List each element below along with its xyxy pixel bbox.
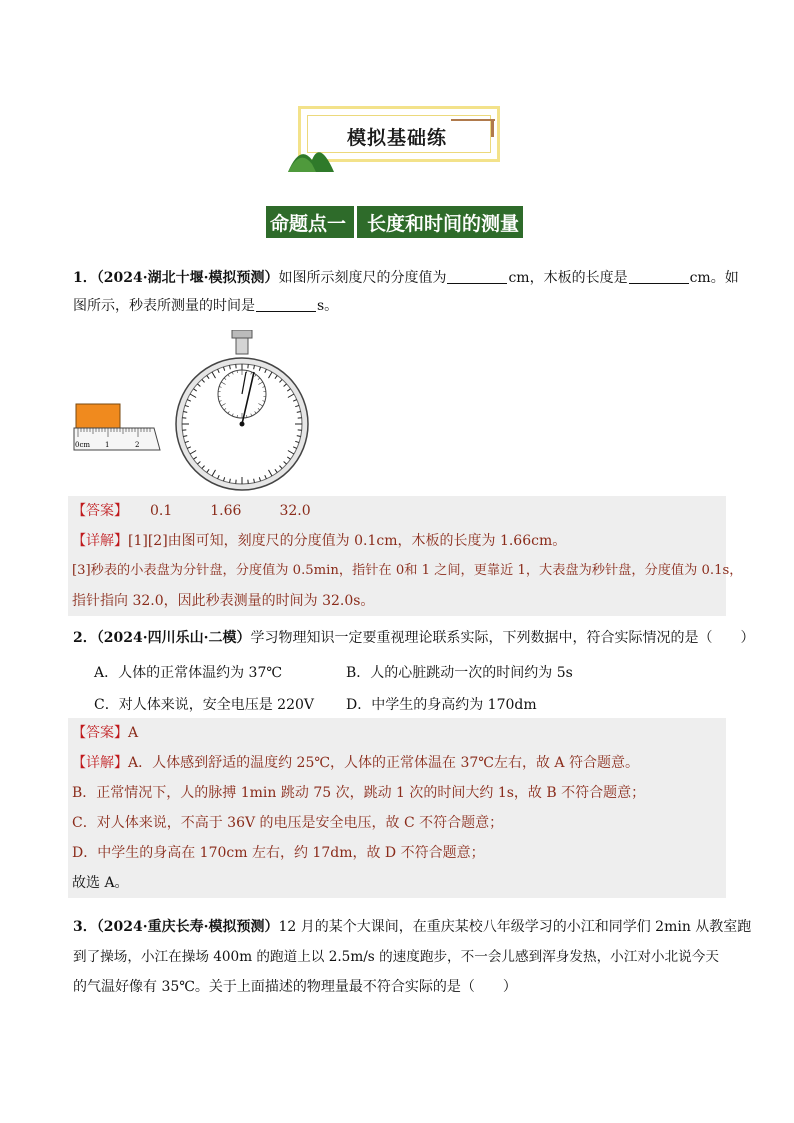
- answer-blank[interactable]: [447, 267, 507, 284]
- option-b[interactable]: B．人的心脏跳动一次的时间约为 5s: [346, 665, 573, 681]
- section-banner: [286, 104, 508, 176]
- answer-value: A: [128, 725, 139, 741]
- topic-number: 命题点一: [270, 212, 347, 235]
- topic-title: 长度和时间的测量: [367, 212, 520, 235]
- banner-title: 模拟基础练: [347, 127, 448, 149]
- question-source: （2024·重庆长寿·模拟预测）: [96, 919, 279, 935]
- question-source: （2024·四川乐山·二模）: [96, 630, 251, 646]
- question-2-answer: 【答案】A 【详解】A．人体感到舒适的温度约 25℃，人体的正常体温在 37℃左右，故 A 符合题意。 B．正常情况下，人的脉搏 1min 跳动 75 次，跳动 1 次的时间大约 1s，故 B 不符合题意； C．对人体来说，不高于 36V 的电压是安全电压，故 C 不符合题意； D．中学生的身高在 170cm 左右，约 17dm，故 D 不符合题意； 故选 A。: [68, 718, 726, 898]
- ruler-label: 1: [105, 441, 110, 449]
- question-1-figure: [72, 330, 332, 492]
- wood-block: [76, 404, 120, 428]
- question-1: 1．（2024·湖北十堰·模拟预测）如图所示刻度尺的分度值为 cm，木板的长度是 cm。如 图所示，秒表所测量的时间是 s。: [73, 264, 723, 320]
- topic-heading: [266, 206, 523, 238]
- ruler-and-stopwatch-diagram: [72, 330, 332, 492]
- answer-label: 【答案】: [72, 503, 128, 519]
- hills-icon: [286, 138, 336, 174]
- question-3: 3．（2024·重庆长寿·模拟预测）12 月的某个大课间，在重庆某校八年级学习的小江和同学们 2min 从教室跑 到了操场，小江在操场 400m 的跑道上以 2.5m/s 的速度跑步，不一会儿感到浑身发热，小江对小北说今天 的气温好像有 35℃。关于上面描述的物理量最不符合实际的是（ ）: [73, 919, 752, 995]
- question-2: 2．（2024·四川乐山·二模）学习物理知识一定要重视理论联系实际，下列数据中，符合实际情况的是（ ）: [73, 630, 755, 646]
- option-a[interactable]: A．人体的正常体温约为 37℃: [94, 665, 283, 681]
- question-1-answer: 【答案】 0.1 1.66 32.0 【详解】[1][2]由图可知，刻度尺的分度值为 0.1cm，木板的长度为 1.66cm。 [3]秒表的小表盘为分针盘，分度值为 0.5min，指针在 0和 1 之间，更靠近 1，大表盘为秒针盘，分度值为 0.1s， 指针指向 32.0，因此秒表测量的时间为 32.0s。: [68, 496, 726, 616]
- option-c[interactable]: C．对人体来说，安全电压是 220V: [94, 697, 314, 713]
- ruler-label: 2: [135, 441, 140, 449]
- detail-label: 【详解】: [72, 533, 128, 549]
- ruler-label: 0cm: [75, 441, 91, 449]
- answer-label: 【答案】: [72, 725, 128, 741]
- answer-blank[interactable]: [629, 267, 689, 284]
- answer-blank[interactable]: [256, 295, 316, 312]
- answer-value: 1.66: [210, 503, 242, 519]
- detail-label: 【详解】: [72, 755, 128, 771]
- answer-value: 32.0: [279, 503, 311, 519]
- answer-value: 0.1: [150, 503, 173, 519]
- option-d[interactable]: D．中学生的身高约为 170dm: [346, 697, 537, 713]
- question-source: （2024·湖北十堰·模拟预测）: [96, 270, 279, 286]
- stopwatch-icon: [176, 330, 308, 490]
